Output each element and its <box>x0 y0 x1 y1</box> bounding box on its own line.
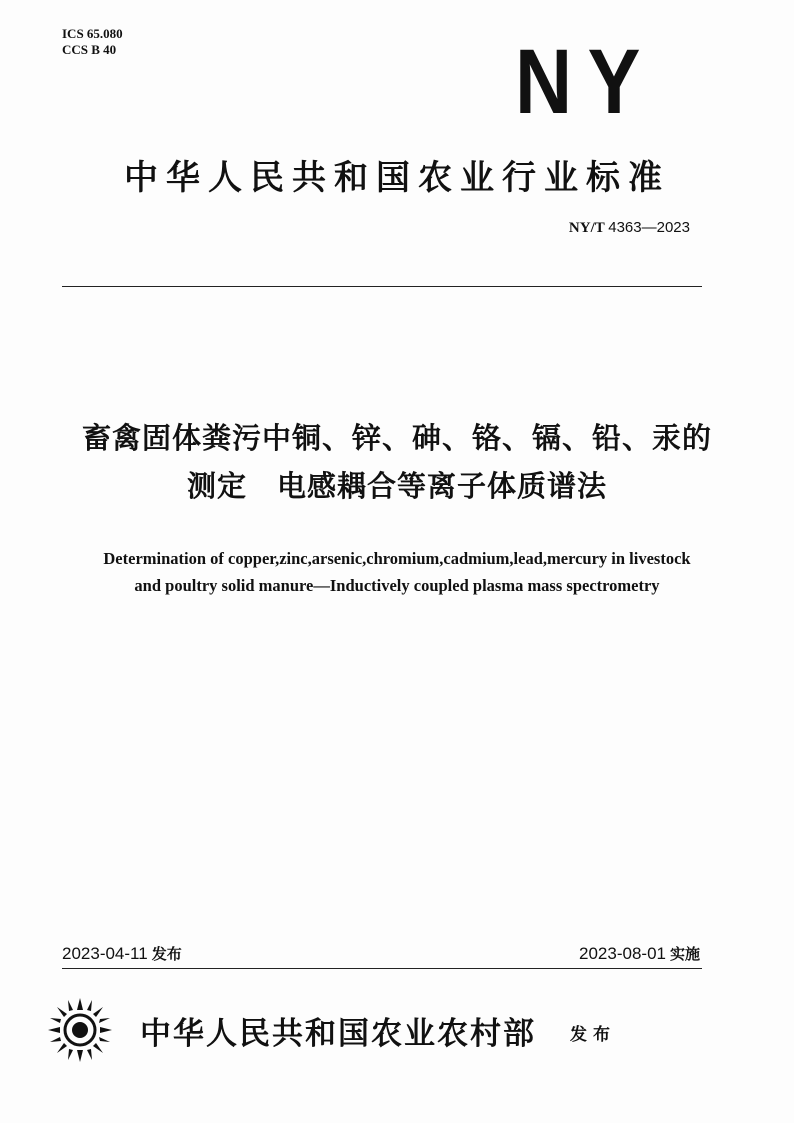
english-title-line-1: Determination of copper,zinc,arsenic,chromium,cadmium,lead,mercury in livestock <box>103 549 691 568</box>
chinese-title-line-1: 畜禽固体粪污中铜、锌、砷、铬、镉、铅、汞的 <box>81 421 712 455</box>
chinese-title <box>0 414 794 510</box>
implement-date: 2023-08-01 <box>579 944 666 963</box>
standard-category-title: 中华人民共和国农业行业标准 <box>124 158 670 198</box>
ministry-emblem-icon <box>46 996 114 1064</box>
standard-code-prefix: NY/T <box>568 220 605 236</box>
ny-logo: NY <box>515 31 656 133</box>
issuing-ministry: 中华人民共和国农业农村部 <box>140 1016 536 1052</box>
classification-codes <box>62 26 123 58</box>
implement-date-block <box>579 943 700 964</box>
english-title-line-2: and poultry solid manure—Inductively coupled plasma mass spectrometry <box>134 576 660 595</box>
ics-code: ICS 65.080 <box>62 26 123 41</box>
publish-label: 发布 <box>570 1025 616 1045</box>
issue-date: 2023-04-11 <box>62 944 148 963</box>
standard-code <box>569 219 690 237</box>
english-title <box>0 545 794 599</box>
issue-date-block <box>62 943 182 964</box>
standard-code-number: 4363—2023 <box>608 219 690 236</box>
footer-divider <box>62 968 702 969</box>
issue-label: 发布 <box>151 945 182 963</box>
chinese-title-line-2: 测定 电感耦合等离子体质谱法 <box>186 469 607 503</box>
header-divider <box>62 286 702 287</box>
implement-label: 实施 <box>669 945 700 963</box>
ccs-code: CCS B 40 <box>62 42 117 57</box>
